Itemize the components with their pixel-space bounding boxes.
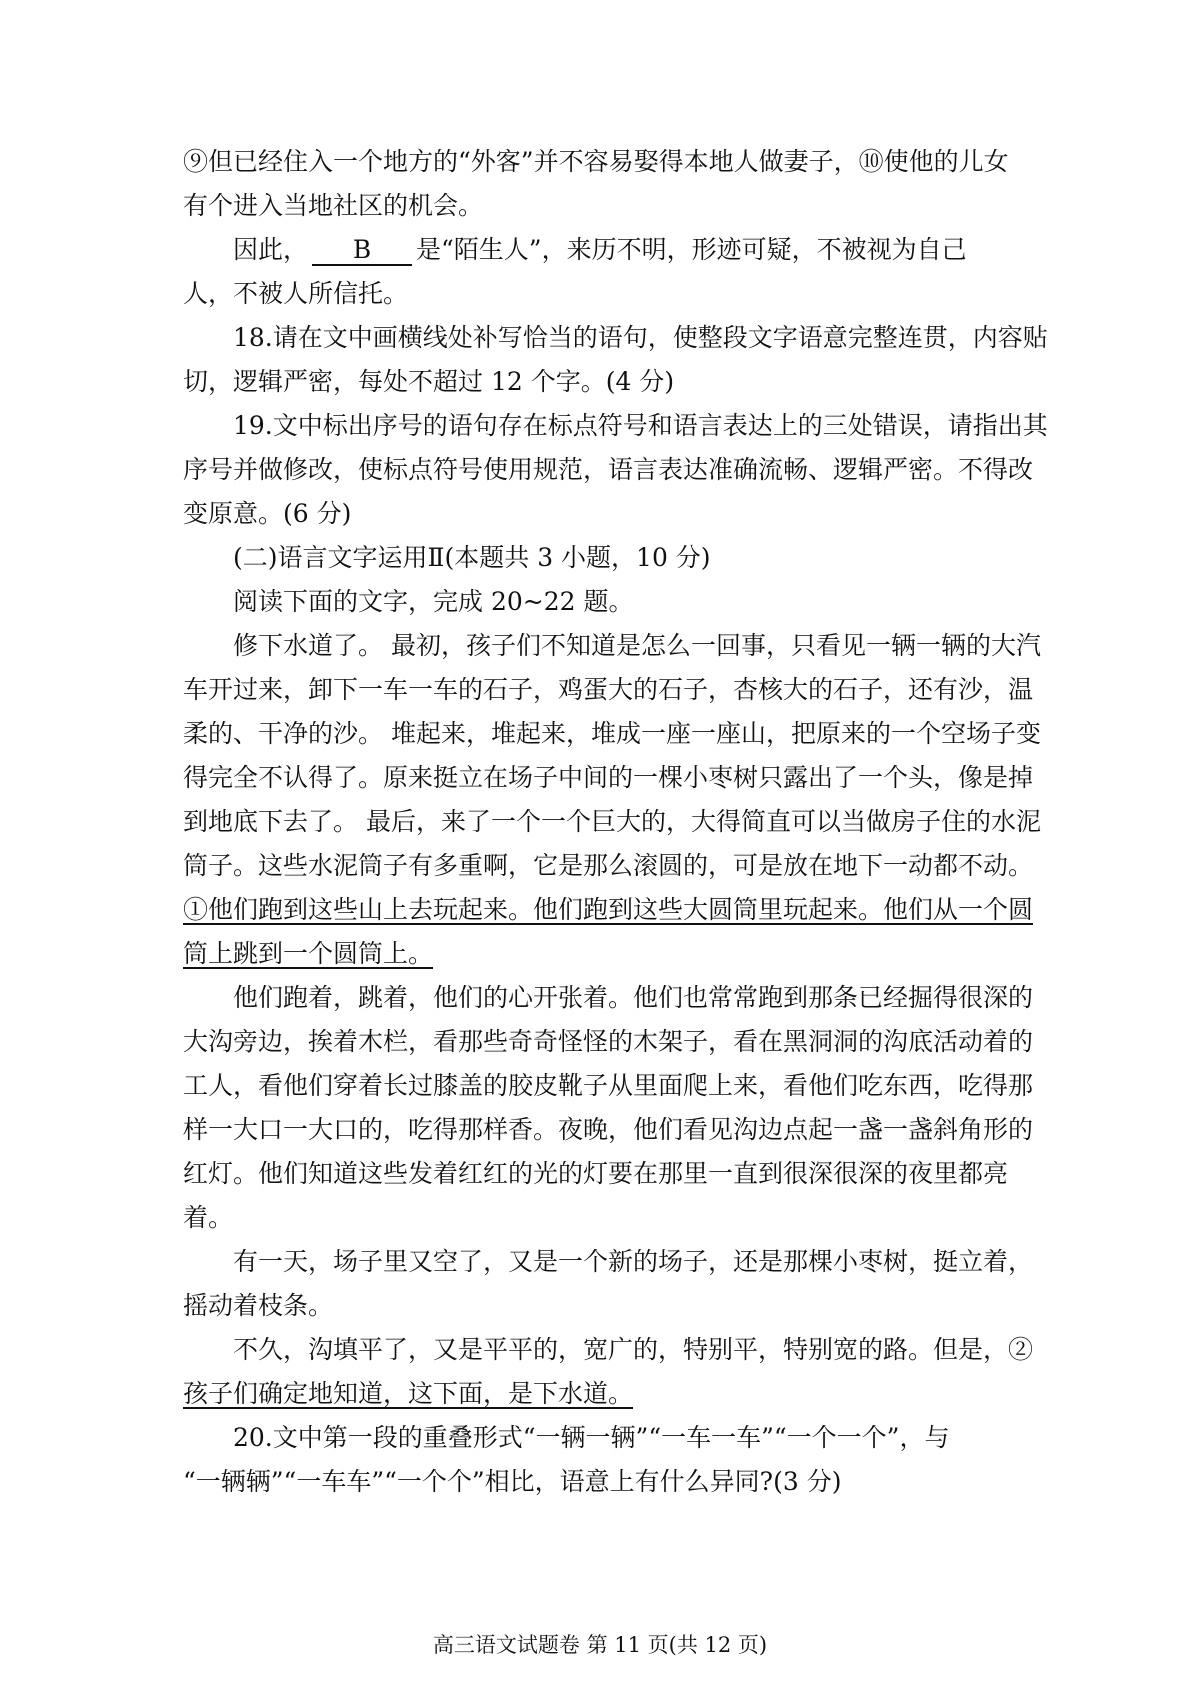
text-line: 有个进入当地社区的机会。	[183, 191, 484, 220]
blank-b: B	[312, 236, 412, 266]
passage-line: 筒子。这些水泥筒子有多重啊，它是那么滚圆的，可是放在地下一动都不动。	[183, 851, 1034, 880]
document-body	[183, 140, 1048, 1504]
passage-line: 样一大口一大口的，吃得那样香。夜晚，他们看见沟边点起一盏一盏斜角形的	[183, 1115, 1034, 1144]
text-segment: 是“陌生人”，来历不明，形迹可疑，不被视为自己	[416, 235, 967, 264]
text-line: 人，不被人所信托。	[183, 279, 409, 308]
passage-line: 着。	[183, 1203, 234, 1232]
passage-line: 摇动着枝条。	[183, 1291, 334, 1320]
passage-line: 得完全不认得了。原来挺立在场子中间的一棵小枣树只露出了一个头，像是掉	[183, 763, 1034, 792]
passage-line: 大沟旁边，挨着木栏，看那些奇奇怪怪的木架子，看在黑洞洞的沟底活动着的	[183, 1027, 1034, 1056]
passage-line: 不久，沟填平了，又是平平的，宽广的，特别平，特别宽的路。但是，②	[233, 1335, 1034, 1364]
passage-line: 到地底下去了。 最后，来了一个一个巨大的，大得简直可以当做房子住的水泥	[183, 807, 1041, 836]
question-19: 19.文中标出序号的语句存在标点符号和语言表达上的三处错误，请指出其	[233, 411, 1048, 440]
text-line: 序号并做修改，使标点符号使用规范，语言表达准确流畅、逻辑严密。不得改	[183, 455, 1034, 484]
text-segment: 因此，	[233, 235, 309, 264]
passage-line: 工人，看他们穿着长过膝盖的胶皮靴子从里面爬上来，看他们吃东西，吃得那	[183, 1071, 1034, 1100]
text-line: 变原意。(6 分)	[183, 499, 352, 528]
text-line-with-blank	[183, 228, 1028, 272]
text-line: “一辆辆”“一车车”“一个个”相比，语意上有什么异同?(3 分)	[183, 1467, 842, 1496]
section-heading: (二)语言文字运用Ⅱ(本题共 3 小题，10 分)	[233, 543, 711, 572]
question-18: 18.请在文中画横线处补写恰当的语句，使整段文字语意完整连贯，内容贴	[233, 323, 1048, 352]
text-line: 切，逻辑严密，每处不超过 12 个字。(4 分)	[183, 367, 675, 396]
underlined-sentence-2	[183, 1372, 1028, 1416]
underlined-text: 筒上跳到一个圆筒上。	[183, 939, 434, 968]
passage-line: 有一天，场子里又空了，又是一个新的场子，还是那棵小枣树，挺立着，	[233, 1247, 1034, 1276]
text-line: ⑨但已经住入一个地方的“外客”并不容易娶得本地人做妻子，⑩使他的儿女	[183, 147, 1009, 176]
passage-line: 修下水道了。 最初，孩子们不知道是怎么一回事，只看见一辆一辆的大汽	[233, 631, 1041, 660]
underlined-text: 孩子们确定地知道，这下面，是下水道。	[183, 1379, 634, 1408]
reading-instruction: 阅读下面的文字，完成 20~22 题。	[233, 587, 634, 616]
underlined-sentence-1: ①他们跑到这些山上去玩起来。他们跑到这些大圆筒里玩起来。他们从一个圆	[183, 895, 1034, 924]
passage-line: 他们跑着，跳着，他们的心开张着。他们也常常跑到那条已经掘得很深的	[233, 983, 1034, 1012]
question-20: 20.文中第一段的重叠形式“一辆一辆”“一车一车”“一个一个”，与	[233, 1423, 950, 1452]
page-footer: 高三语文试题卷 第 11 页(共 12 页)	[432, 1633, 768, 1657]
passage-line: 红灯。他们知道这些发着红红的光的灯要在那里一直到很深很深的夜里都亮	[183, 1159, 1009, 1188]
passage-line: 柔的、干净的沙。 堆起来，堆起来，堆成一座一座山，把原来的一个空场子变	[183, 719, 1041, 748]
passage-line: 车开过来，卸下一车一车的石子，鸡蛋大的石子，杏核大的石子，还有沙，温	[183, 675, 1034, 704]
underlined-sentence-1-end	[183, 932, 1028, 976]
